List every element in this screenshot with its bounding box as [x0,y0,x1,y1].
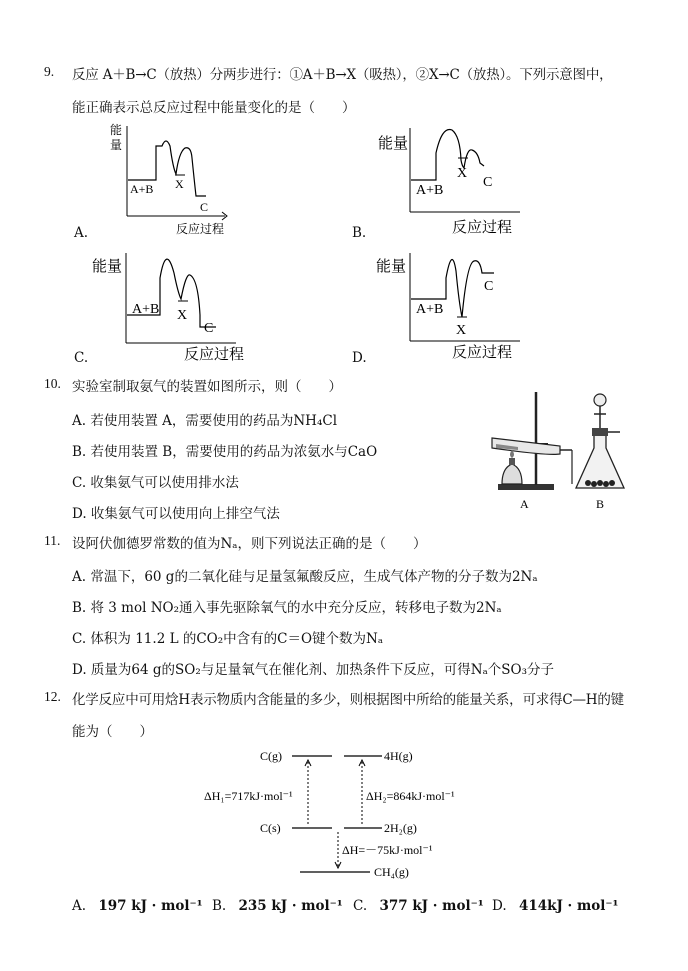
option-a-label: A. [74,225,89,241]
question-11-number: 11. [44,533,61,548]
option-c-label: C. [74,350,89,366]
energy-diagram-c-xlabel: 反应过程 [184,345,245,363]
option-letter: C. [353,898,368,914]
option-value: 235 kJ · mol⁻¹ [238,898,343,914]
energy-diagram-d [370,243,550,368]
apparatus-a-label: A [520,497,529,511]
option-b-label: B. [352,225,367,241]
option-value: 197 kJ · mol⁻¹ [98,898,203,914]
question-11-stem: 设阿伏伽德罗常数的值为Nₐ，则下列说法正确的是（ ） [72,536,427,552]
apparatus-b [576,394,624,488]
energy-diagram-a-intermediate: X [175,177,184,191]
option-letter: D. [492,898,507,914]
energy-diagram-b-ylabel: 能量 [378,134,409,152]
energy-diagram-d-product: C [484,279,494,294]
energy-diagram-c [86,243,266,368]
option-letter: A. [72,898,87,914]
question-11-option-a: A. 常温下，60 g的二氧化硅与足量氢氟酸反应，生成气体产物的分子数为2Nₐ [72,569,538,585]
ammonia-apparatus-figure [488,388,648,513]
question-10-option-d: D. 收集氨气可以使用向上排空气法 [72,506,280,522]
level-c-solid: C(s) [260,821,281,835]
question-10-option-b: B. 若使用装置 B，需要使用的药品为浓氨水与CaO [72,444,378,460]
energy-diagram-a-ylabel-1: 能 [110,123,123,137]
question-11-option-c: C. 体积为 11.2 L 的CO₂中含有的C＝O键个数为Nₐ [72,631,384,647]
question-11-option-d: D. 质量为64 g的SO₂与足量氧气在催化剂、加热条件下反应，可得Nₐ个SO₃分子 [72,662,555,678]
energy-diagram-c-ylabel: 能量 [92,257,123,275]
energy-diagram-c-intermediate: X [177,308,188,323]
option-d-label: D. [352,350,367,366]
question-12-stem-line2: 能为（ ） [72,724,153,740]
delta-h2-label: ΔH₂=864kJ·mol⁻¹ [366,789,455,803]
question-9-stem-line1: 反应 A＋B→C（放热）分两步进行：①A＋B→X（吸热），②X→C（放热）。下列示意图中， [72,67,613,83]
question-12-option-b [212,898,343,914]
energy-diagram-c-reactants: A+B [132,302,160,317]
energy-diagram-d-ylabel: 能量 [376,257,407,275]
delta-h1-label: ΔH₁=717kJ·mol⁻¹ [204,789,293,803]
option-value: 414kJ · mol⁻¹ [518,898,619,914]
energy-diagram-c-product: C [204,321,214,336]
energy-diagram-d-reactants: A+B [416,302,444,317]
question-12-option-d [492,898,618,914]
level-ch4-gas: CH₄(g) [374,865,409,879]
apparatus-b-label: B [596,497,605,511]
energy-diagram-b-xlabel: 反应过程 [452,218,513,236]
bond-energy-diagram [190,740,490,888]
question-12-option-a [72,898,203,914]
question-9-stem-line2: 能正确表示总反应过程中能量变化的是（ ） [72,100,356,116]
energy-diagram-a-ylabel-2: 量 [110,138,123,152]
question-10-number: 10. [44,376,61,391]
energy-diagram-d-intermediate: X [456,323,467,338]
energy-diagram-a-product: C [200,200,209,214]
question-10-option-a: A. 若使用装置 A，需要使用的药品为NH₄Cl [72,413,338,429]
energy-diagram-b-reactants: A+B [416,183,444,198]
delta-h-label: ΔH=－75kJ·mol⁻¹ [342,843,433,857]
option-value: 377 kJ · mol⁻¹ [379,898,484,914]
energy-diagram-a [100,118,260,243]
question-9-number: 9. [44,64,55,79]
energy-diagram-b-intermediate: X [457,166,468,181]
level-4h-gas: 4H(g) [384,749,413,763]
energy-diagram-a-xlabel: 反应过程 [176,222,225,236]
question-12-number: 12. [44,689,61,704]
apparatus-a [492,392,572,490]
level-c-gas: C(g) [260,749,282,763]
option-letter: B. [212,898,227,914]
question-12-stem-line1: 化学反应中可用焓H表示物质内含能量的多少，则根据图中所给的能量关系，可求得C—H的键 [72,692,624,708]
energy-diagram-b-product: C [483,175,493,190]
energy-diagram-a-reactants: A+B [130,182,154,196]
level-2h2-gas: 2H₂(g) [384,821,417,835]
energy-diagram-b [370,118,550,243]
question-11-option-b: B. 将 3 mol NO₂通入事先驱除氧气的水中充分反应，转移电子数为2Nₐ [72,600,502,616]
question-10-stem: 实验室制取氨气的装置如图所示，则（ ） [72,379,342,395]
energy-diagram-d-xlabel: 反应过程 [452,343,513,361]
question-10-option-c: C. 收集氨气可以使用排水法 [72,475,239,491]
question-12-option-c [353,898,484,914]
